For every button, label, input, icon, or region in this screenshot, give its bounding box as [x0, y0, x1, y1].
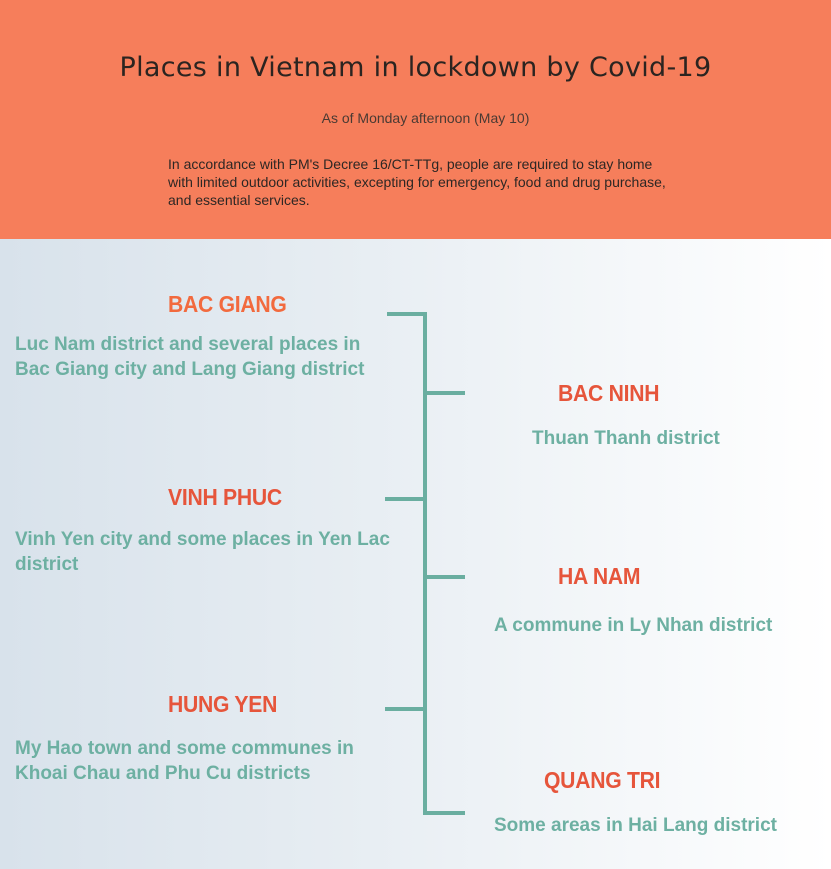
connector-bac-giang [387, 312, 427, 316]
province-hung-yen: HUNG YEN [168, 691, 278, 717]
province-bac-giang: BAC GIANG [168, 291, 287, 317]
areas-hung-yen: My Hao town and some communes in Khoai Chau and Phu Cu districts [15, 738, 354, 784]
page-subtitle: As of Monday afternoon (May 10) [321, 110, 530, 126]
province-quang-tri: QUANG TRI [544, 767, 661, 793]
connector-trunk [423, 312, 427, 815]
connector-vinh-phuc [385, 497, 427, 501]
connector-bac-ninh [423, 391, 465, 395]
lockdown-diagram [0, 239, 831, 869]
connector-ha-nam [423, 575, 465, 579]
areas-bac-ninh: Thuan Thanh district [532, 428, 720, 449]
areas-quang-tri: Some areas in Hai Lang district [494, 815, 777, 836]
page-title: Places in Vietnam in lockdown by Covid-19 [119, 52, 712, 83]
areas-vinh-phuc: Vinh Yen city and some places in Yen Lac district [15, 529, 390, 575]
areas-bac-giang: Luc Nam district and several places in Bac Giang city and Lang Giang district [15, 334, 365, 380]
header-banner [0, 0, 831, 239]
connector-hung-yen [385, 707, 427, 711]
province-bac-ninh: BAC NINH [558, 380, 660, 406]
connector-quang-tri [423, 811, 465, 815]
province-ha-nam: HA NAM [558, 563, 641, 589]
areas-ha-nam: A commune in Ly Nhan district [494, 615, 773, 636]
intro-text: In accordance with PM's Decree 16/CT-TTg, people are required to stay home with limited outdoor activities, excepting for emergency, food and drug purchase, and essential services. [168, 156, 666, 208]
province-vinh-phuc: VINH PHUC [168, 484, 282, 510]
